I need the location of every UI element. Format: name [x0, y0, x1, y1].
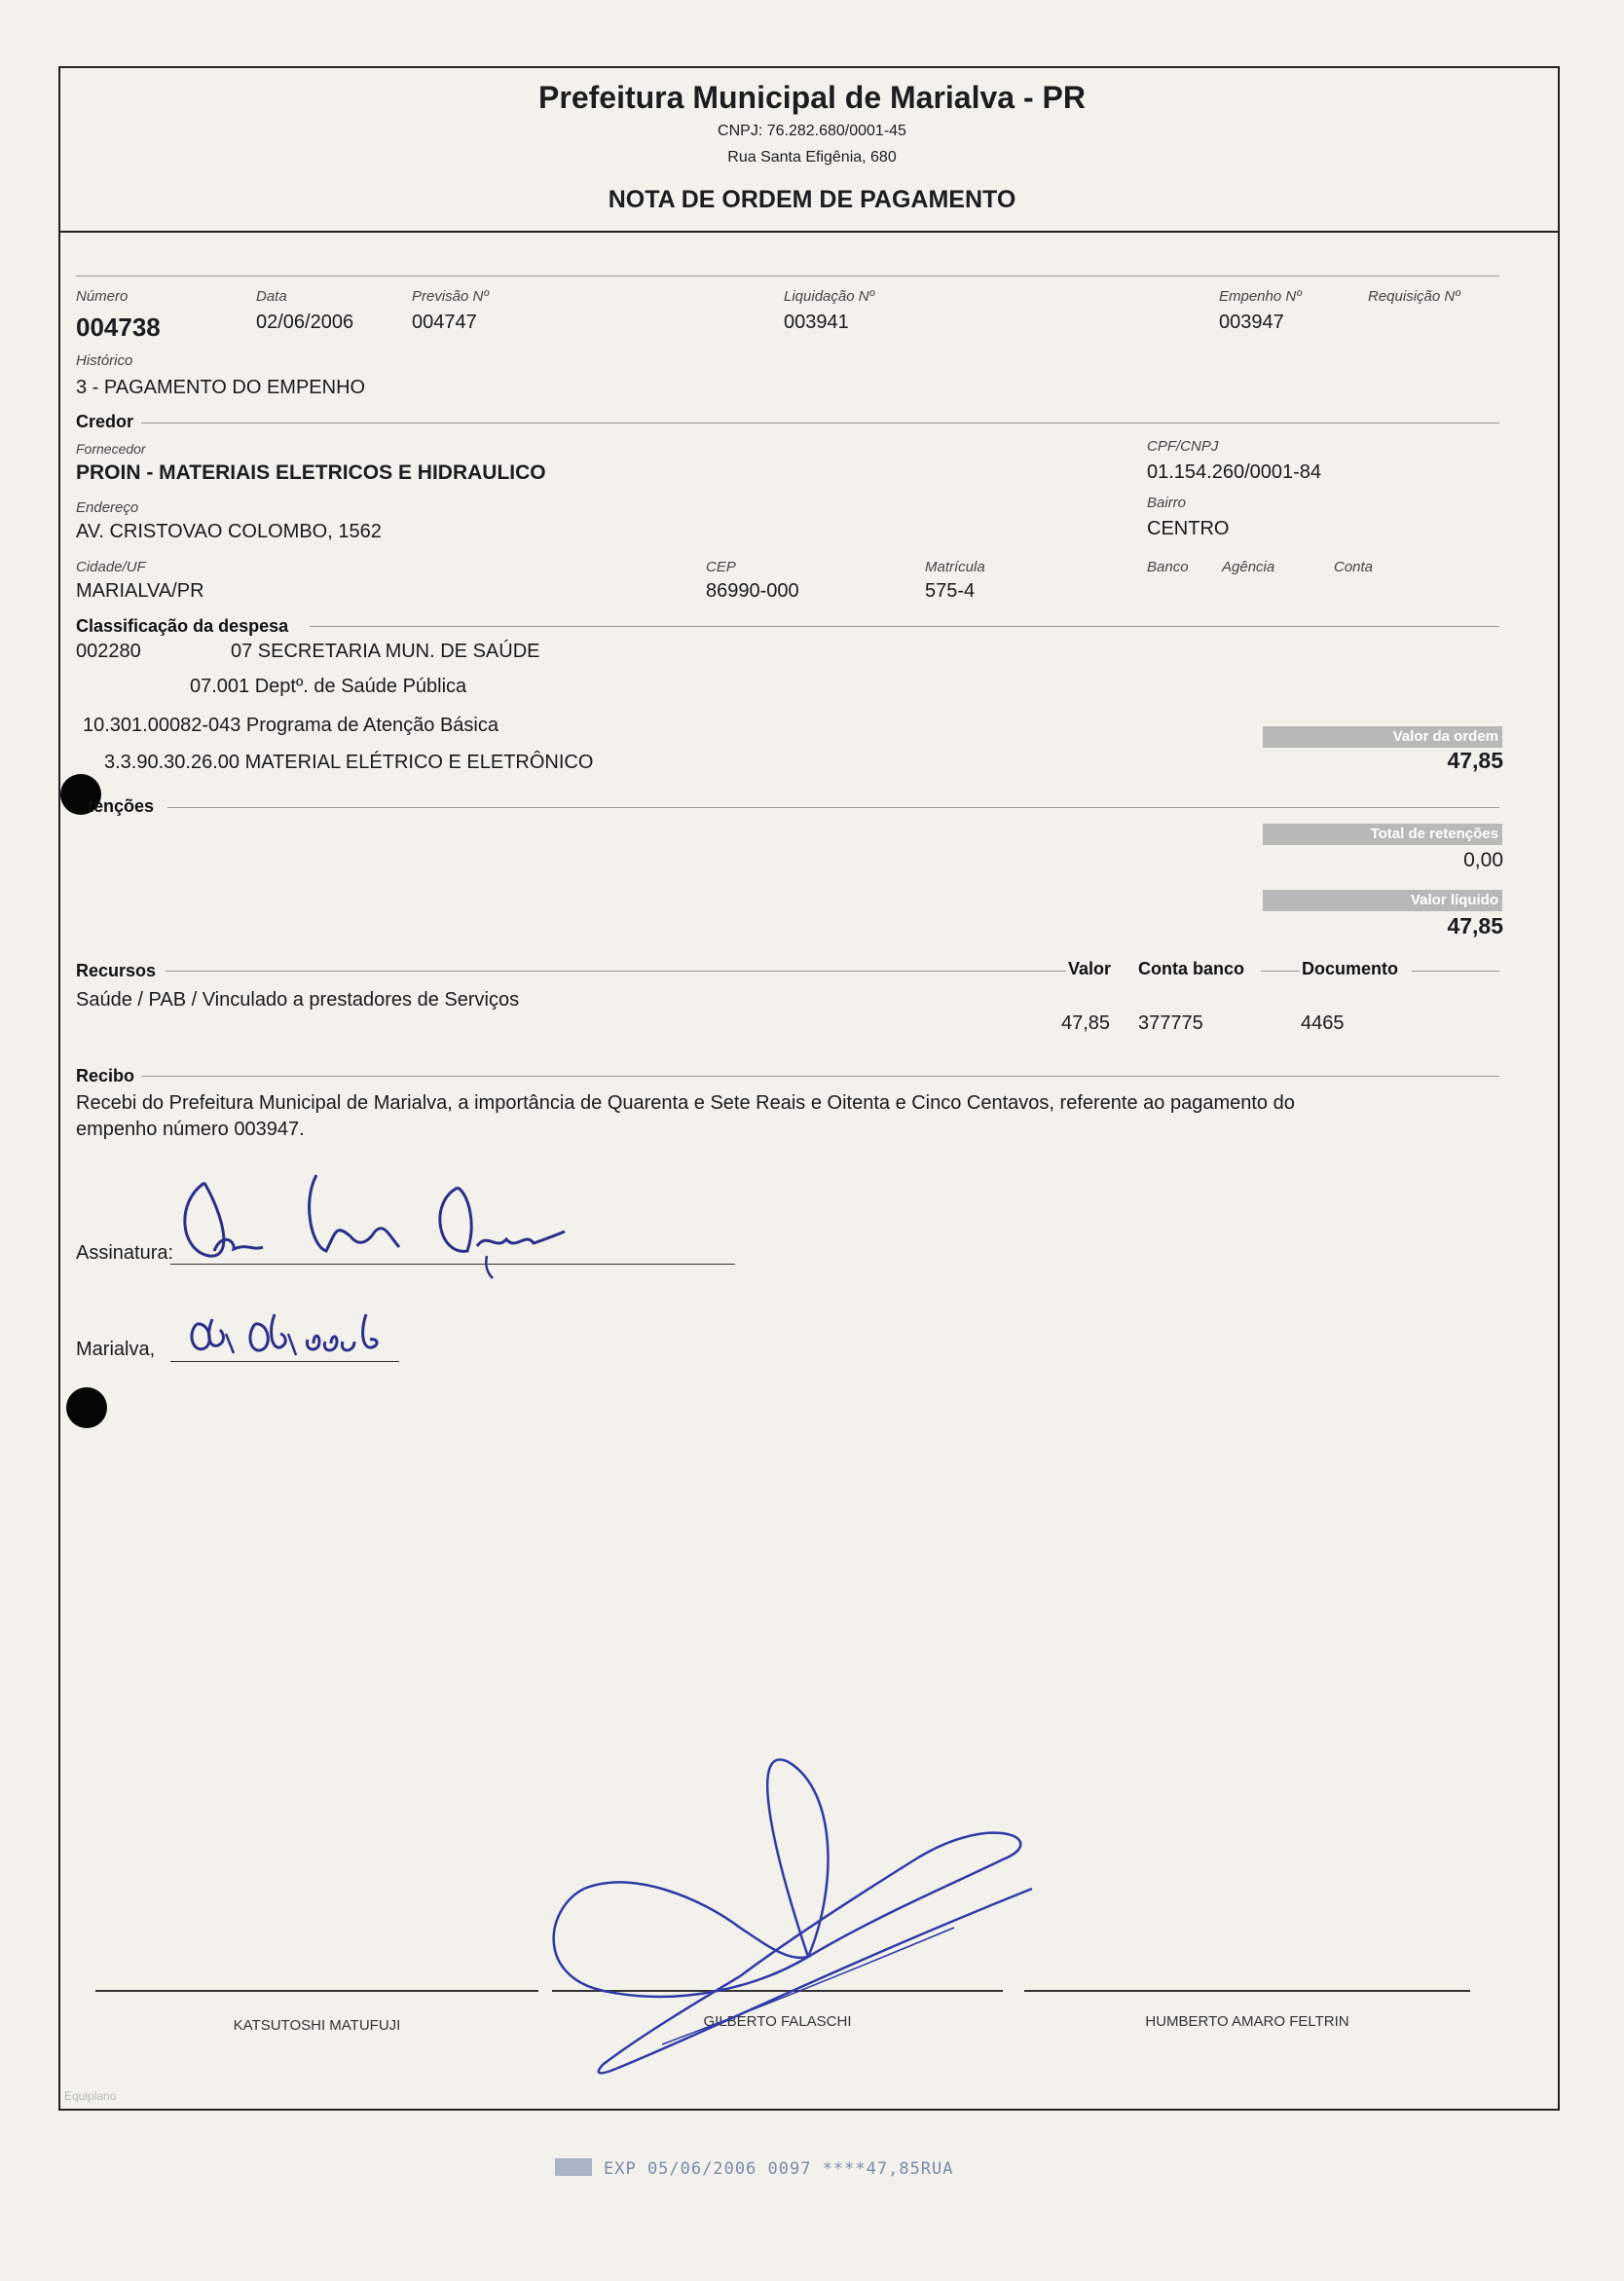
recursos-rule-2: [1261, 971, 1300, 972]
doc-type: NOTA DE ORDEM DE PAGAMENTO: [608, 186, 1016, 213]
classificacao-departamento: 07.001 Deptº. de Saúde Pública: [190, 676, 467, 697]
recursos-valor: 47,85: [1061, 1012, 1111, 1034]
previsao-label: Previsão Nº: [412, 288, 489, 305]
cidade-label: Cidade/UF: [76, 559, 146, 575]
retencoes-rule: [167, 807, 1499, 808]
software-mark: Equiplano: [64, 2089, 117, 2103]
liquidacao-value: 003941: [784, 312, 849, 333]
valor-liquido-value: 47,85: [1447, 913, 1503, 938]
local-label: Marialva,: [76, 1339, 156, 1360]
matricula-value: 575-4: [925, 580, 976, 602]
recibo-rule: [141, 1076, 1499, 1077]
conta-label: Conta: [1334, 559, 1374, 575]
requisicao-label: Requisição Nº: [1368, 288, 1460, 305]
historico-label: Histórico: [76, 352, 133, 369]
bairro-label: Bairro: [1147, 495, 1187, 511]
recursos-conta: 377775: [1138, 1012, 1203, 1034]
retencoes-section-title: tenções: [88, 796, 155, 816]
recursos-documento-label: Documento: [1302, 959, 1398, 978]
valor-ordem-label: Valor da ordem: [1392, 728, 1498, 745]
handwritten-signature-icon: [166, 1163, 613, 1290]
recursos-valor-label: Valor: [1068, 959, 1112, 978]
address-line: Rua Santa Efigênia, 680: [727, 149, 897, 166]
recursos-section-title: Recursos: [76, 961, 157, 980]
classificacao-code: 002280: [76, 641, 141, 662]
classificacao-rule: [310, 626, 1499, 627]
liquidacao-label: Liquidação Nº: [784, 288, 875, 305]
recursos-conta-label: Conta banco: [1138, 959, 1245, 978]
cep-label: CEP: [706, 559, 736, 575]
handwritten-date-icon: [185, 1305, 409, 1363]
recibo-section-title: Recibo: [76, 1066, 135, 1085]
cpf-value: 01.154.260/0001-84: [1147, 461, 1322, 483]
header-divider: [58, 231, 1560, 233]
signatory-center: GILBERTO FALASCHI: [703, 2013, 852, 2030]
signatory-left: KATSUTOSHI MATUFUJI: [233, 2017, 401, 2034]
assinatura-label: Assinatura:: [76, 1242, 174, 1264]
total-retencoes-bar: [1263, 824, 1502, 845]
endereco-label: Endereço: [76, 499, 139, 516]
previsao-value: 004747: [412, 312, 477, 333]
valor-ordem-value: 47,85: [1447, 748, 1503, 773]
recibo-text-line1: Recebi do Prefeitura Municipal de Marialva, a importância de Quarenta e Sete Reais e Oitenta e Cinco Centavos, referente ao pagamento do: [76, 1092, 1295, 1114]
recursos-descricao: Saúde / PAB / Vinculado a prestadores de Serviços: [76, 989, 520, 1011]
numero-label: Número: [76, 288, 129, 305]
signatory-right: HUMBERTO AMARO FELTRIN: [1145, 2013, 1349, 2030]
document-title: Prefeitura Municipal de Marialva - PR: [538, 80, 1086, 115]
total-retencoes-label: Total de retenções: [1370, 826, 1498, 842]
recursos-documento: 4465: [1301, 1012, 1345, 1034]
endereco-value: AV. CRISTOVAO COLOMBO, 1562: [76, 521, 382, 542]
empenho-value: 003947: [1219, 312, 1284, 333]
agencia-label: Agência: [1222, 559, 1275, 575]
classificacao-section-title: Classificação da despesa: [76, 616, 289, 636]
numero-value: 004738: [76, 313, 161, 342]
data-value: 02/06/2006: [256, 312, 354, 333]
punch-hole-icon-2: [66, 1387, 107, 1428]
matricula-label: Matrícula: [925, 559, 985, 575]
valor-liquido-label: Valor líquido: [1410, 892, 1498, 908]
classificacao-elemento: 3.3.90.30.26.00 MATERIAL ELÉTRICO E ELETRÔNICO: [104, 752, 594, 773]
signature-line-left: [95, 1990, 538, 1992]
classificacao-secretaria: 07 SECRETARIA MUN. DE SAÚDE: [231, 641, 540, 662]
credor-section-title: Credor: [76, 412, 134, 431]
cpf-label: CPF/CNPJ: [1147, 438, 1219, 455]
data-label: Data: [256, 288, 287, 305]
recursos-rule: [166, 971, 1066, 972]
authorizing-signature-icon: [545, 1752, 1052, 2083]
cidade-value: MARIALVA/PR: [76, 580, 204, 602]
total-retencoes-value: 0,00: [1463, 849, 1503, 871]
cep-value: 86990-000: [706, 580, 799, 602]
bank-stamp-logo-icon: [555, 2158, 592, 2176]
signature-line-right: [1024, 1990, 1470, 1992]
recursos-rule-3: [1412, 971, 1499, 972]
cnpj-line: CNPJ: 76.282.680/0001-45: [718, 123, 906, 139]
valor-ordem-bar: [1263, 726, 1502, 748]
fornecedor-value: PROIN - MATERIAIS ELETRICOS E HIDRAULICO: [76, 461, 546, 484]
bank-stamp: EXP 05/06/2006 0097 ****47,85RUA: [604, 2159, 954, 2179]
valor-liquido-bar: [1263, 890, 1502, 911]
empenho-label: Empenho Nº: [1219, 288, 1302, 305]
classificacao-programa: 10.301.00082-043 Programa de Atenção Básica: [83, 715, 498, 736]
recibo-text-line2: empenho número 003947.: [76, 1119, 305, 1140]
bairro-value: CENTRO: [1147, 518, 1230, 539]
historico-value: 3 - PAGAMENTO DO EMPENHO: [76, 377, 366, 398]
fornecedor-label: Fornecedor: [76, 441, 146, 457]
banco-label: Banco: [1147, 559, 1189, 575]
